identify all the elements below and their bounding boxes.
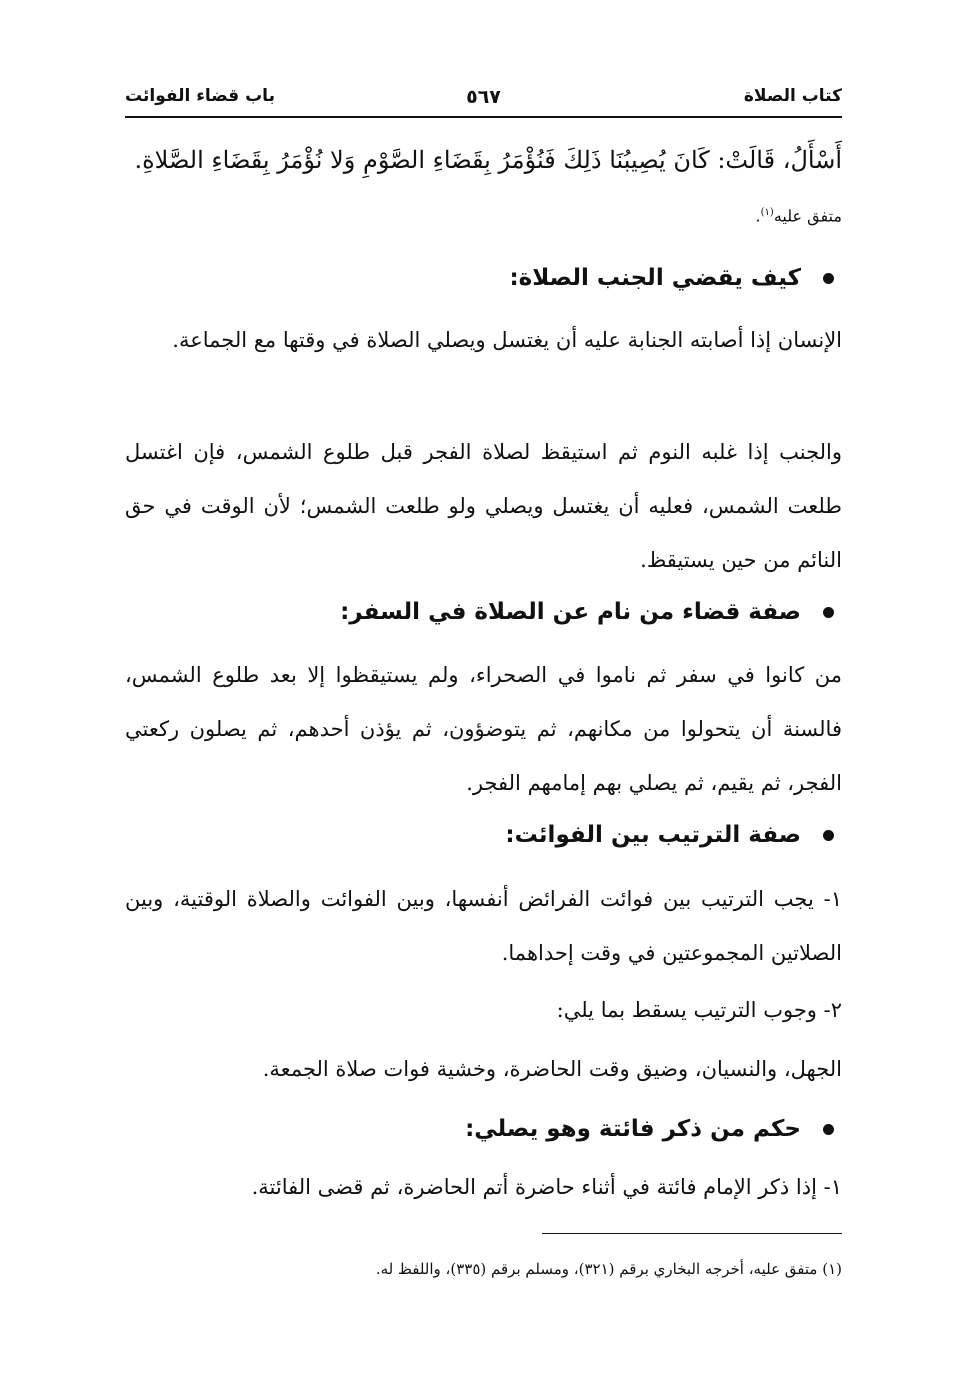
attribution-text: متفق عليه [773, 206, 842, 226]
footnote-reference: (١) [760, 207, 774, 218]
bullet-icon [823, 607, 834, 618]
hadith-attribution: متفق عليه$^{(١)}$. [755, 206, 842, 226]
section-heading-travel [125, 592, 842, 632]
paragraph: من كانوا في سفر ثم ناموا في الصحراء، ولم يستيقظوا إلا بعد طلوع الشمس، فالسنة أن يتحولوا من مكانهم، ثم يتوضؤون، ثم يؤذن أحدهم، ثم يصلون ركعتي الفجر، ثم يقيم، ثم يصلي بهم إمامهم الفجر. [125, 663, 842, 795]
section-heading-remember [125, 1109, 842, 1149]
bullet-icon [823, 1124, 834, 1135]
section-heading-junub [125, 258, 842, 298]
heading-text: صفة قضاء من نام عن الصلاة في السفر: [340, 599, 801, 625]
heading-text: كيف يقضي الجنب الصلاة: [509, 265, 801, 291]
bullet-icon [823, 830, 834, 841]
list-item: ٢- وجوب الترتيب يسقط بما يلي: [556, 998, 842, 1022]
paragraph: الإنسان إذا أصابته الجنابة عليه أن يغتسل ويصلي الصلاة في وقتها مع الجماعة. [172, 328, 842, 352]
list-item: ١- يجب الترتيب بين فوائت الفرائض أنفسها، وبين الفوائت والصلاة الوقتية، وبين الصلاتين المجموعتين في وقت إحداهما. [125, 887, 842, 965]
hadith-text: أَسْأَلُ، قَالَتْ: كَانَ يُصِيبُنَا ذَلِكَ فَنُؤْمَرُ بِقَضَاءِ الصَّوْمِ وَلا نُؤْمَرُ بِقَضَاءِ الصَّلاةِ. [134, 146, 842, 174]
paragraph: والجنب إذا غلبه النوم ثم استيقظ لصلاة الفجر قبل طلوع الشمس، فإن اغتسل طلعت الشمس، فعليه أن يغتسل ويصلي ولو طلعت الشمس؛ لأن الوقت في حق النائم من حين يستيقظ. [125, 440, 842, 572]
footnote-divider [542, 1233, 842, 1234]
footnote: (١) متفق عليه، أخرجه البخاري برقم (٣٢١)، ومسلم برقم (٣٣٥)، واللفظ له. [375, 1260, 842, 1278]
heading-text: حكم من ذكر فائتة وهو يصلي: [465, 1116, 801, 1142]
heading-text: صفة الترتيب بين الفوائت: [505, 822, 801, 848]
section-heading-order [125, 815, 842, 855]
running-header [125, 80, 842, 118]
sub-text: الجهل، والنسيان، وضيق وقت الحاضرة، وخشية فوات صلاة الجمعة. [262, 1057, 842, 1081]
page-number: ٥٦٧ [466, 86, 501, 108]
list-item: ١- إذا ذكر الإمام فائتة في أثناء حاضرة أتم الحاضرة، ثم قضى الفائتة. [251, 1175, 842, 1199]
book-title: كتاب الصلاة [743, 86, 842, 106]
bullet-icon [823, 273, 834, 284]
chapter-title: باب قضاء الفوائت [125, 86, 275, 106]
